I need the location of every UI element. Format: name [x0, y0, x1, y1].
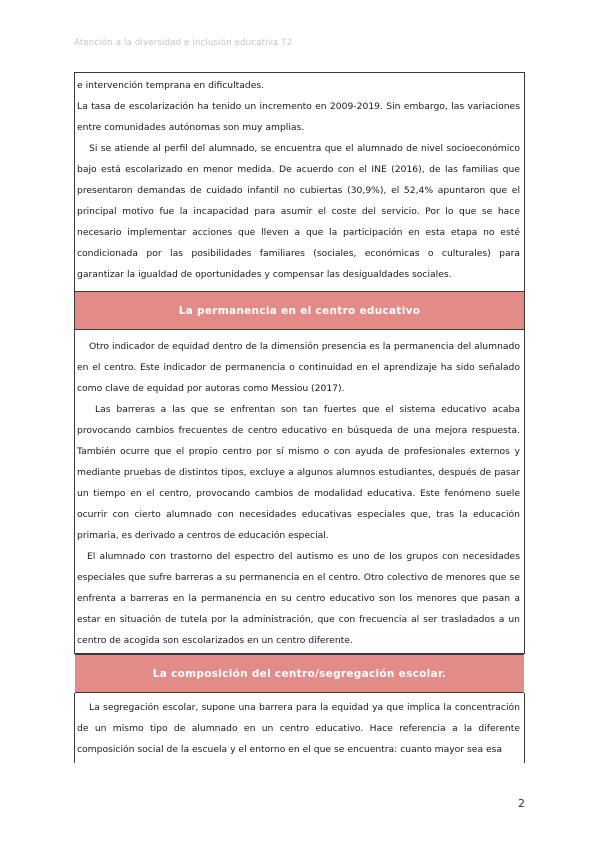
paragraph-perfil-alumnado: Si se atiende al perfil del alumnado, se encuentra que el alumnado de nivel socioeconómico bajo está escolarizado en menor medida. De acuerdo con el INE (2016), de las familias que presentaron demandas de cuidado infantil no cubiertas (30,9%), el 52,4% apuntaron que el principal motivo fue la incapacidad para asumir el coste del servicio. Por lo que se hace necesario implementar acciones que lleven a que la participación en esta etapa no esté condicionada por las posibilidades familiares (sociales, económicas o culturales) para garantizar la igualdad de oportunidades y compensar las desigualdades sociales. [77, 143, 520, 280]
running-header: Atención a la diversidad e inclusión educativa T2 [74, 38, 293, 48]
paragraph-escolarizacion: La tasa de escolarización ha tenido un incremento en 2009-2019. Sin embargo, las variaciones entre comunidades autónomas son muy amplias. [77, 101, 520, 133]
section-heading-permanencia: La permanencia en el centro educativo [75, 291, 524, 330]
page-number: 2 [518, 797, 525, 810]
paragraph-autismo-tutela: El alumnado con trastorno del espectro del autismo es uno de los grupos con necesidades especiales que sufre barreras a su permanencia en el centro. Otro colectivo de menores que se enfrenta a barreras en la permanencia en su centro educativo son los menores que pasan a estar en situación de tutela por la administración, que con frecuencia al ser trasladados a un centro de acogida son escolarizados en un centro diferente. [77, 551, 520, 646]
paragraph-continuation: e intervención temprana en dificultades. [77, 80, 265, 91]
section-heading-composicion: La composición del centro/segregación escolar. [75, 654, 524, 693]
paragraph-barreras: Las barreras a las que se enfrentan son tan fuertes que el sistema educativo acaba provocando cambios frecuentes de centro educativo en búsqueda de una mejora respuesta. También ocurre que el propio centro por sí mismo o con ayuda de profesionales externos y mediante pruebas de distintos tipos, excluye a algunos alumnos estudiantes, después de pasar un tiempo en el centro, provocando cambios de modalidad educativa. Este fenómeno suele ocurrir con cierto alumnado con necesidades educativas especiales que, tras la educación primaria, es derivado a centros de educación especial. [77, 404, 520, 541]
paragraph-indicador-equidad: Otro indicador de equidad dentro de la dimensión presencia es la permanencia del alumnado en el centro. Este indicador de permanencia o continuidad en el aprendizaje ha sido señalado como clave de equidad por autoras como Messiou (2017). [77, 341, 520, 394]
content-frame-bottom [74, 693, 525, 763]
content-frame [74, 72, 525, 654]
paragraph-segregacion: La segregación escolar, supone una barrera para la equidad ya que implica la concentración de un mismo tipo de alumnado en un centro educativo. Hace referencia a la diferente composición social de la escuela y el entorno en el que se encuentra: cuanto mayor sea esa [77, 702, 520, 755]
